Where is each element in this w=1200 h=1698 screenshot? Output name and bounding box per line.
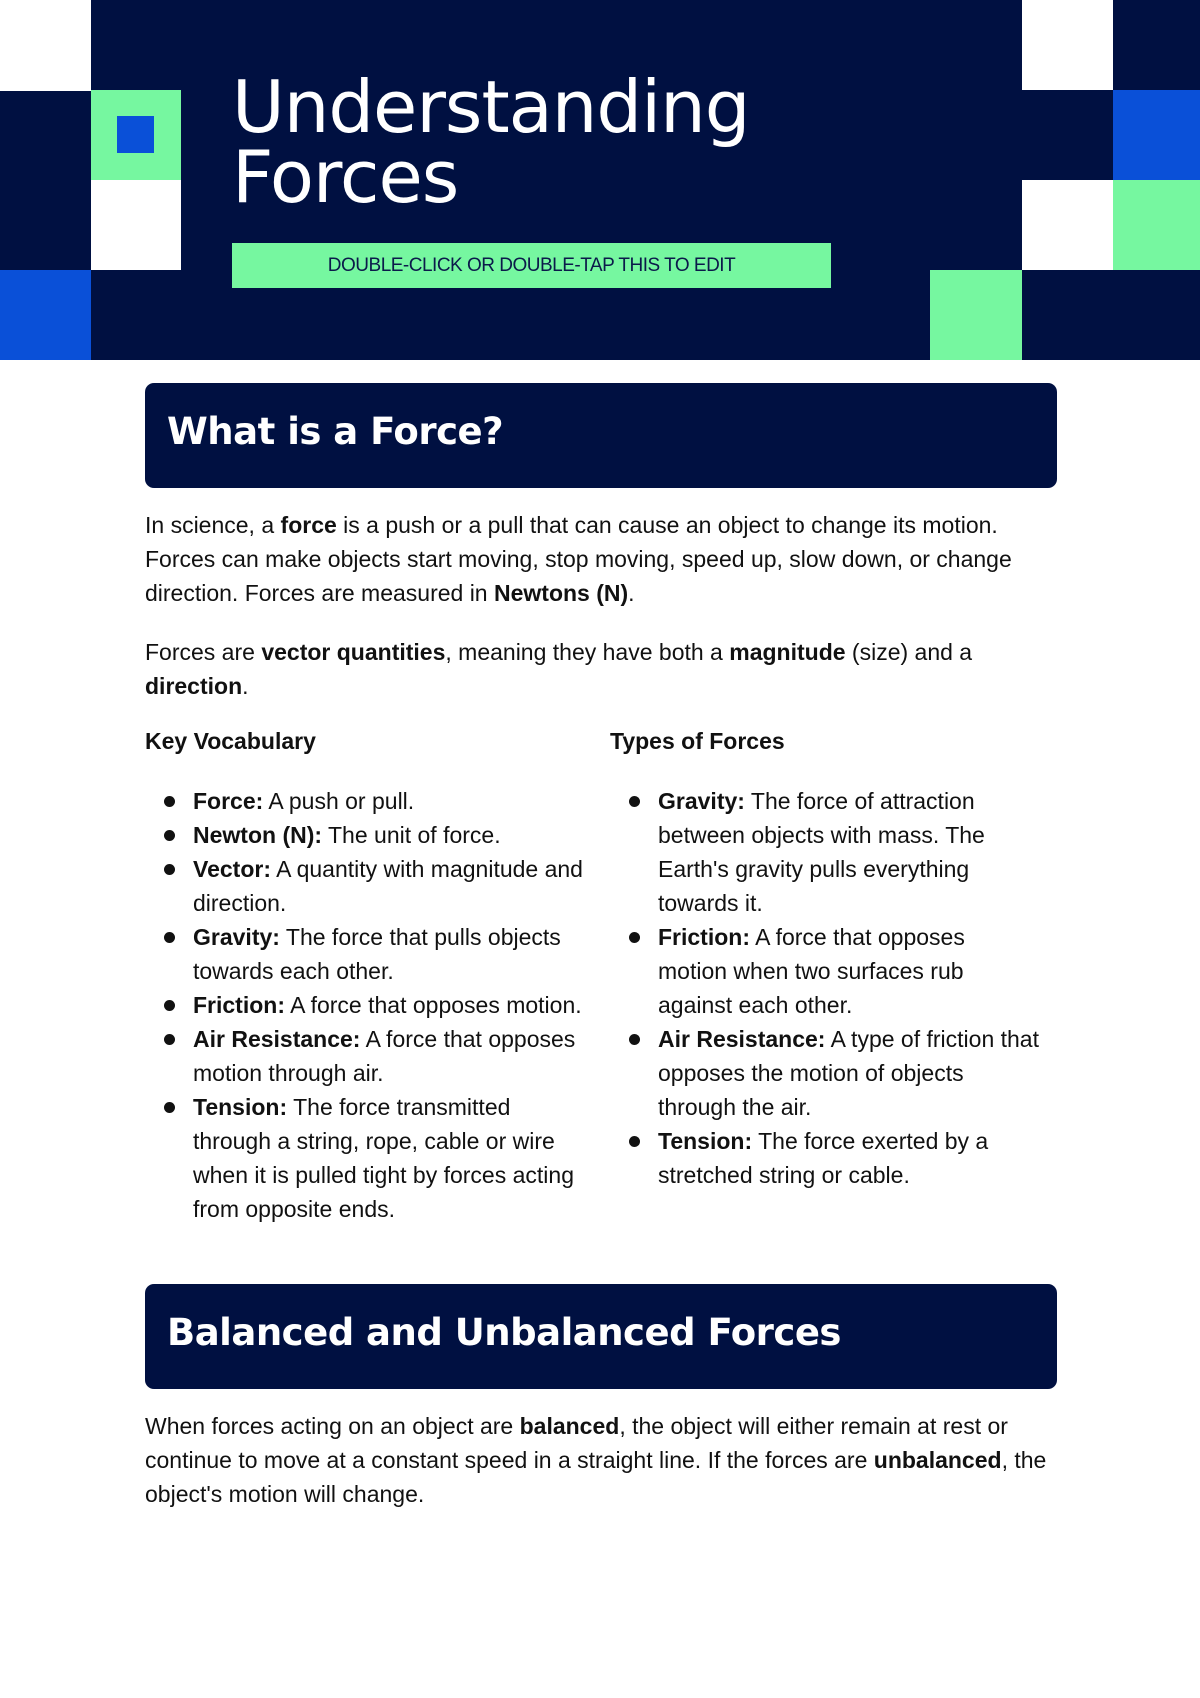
list-item <box>145 1090 585 1226</box>
bold-term: force <box>280 512 337 538</box>
decor-square-white <box>91 180 181 270</box>
list-item <box>145 784 585 818</box>
key-vocabulary-column <box>145 724 585 1226</box>
text-run: is a push or a pull that can cause an object to change its motion. Forces can make objects start moving, stop moving, speed up, slow down, or change direction. Forces are measured in <box>145 512 1012 606</box>
decor-square-green <box>1113 180 1200 270</box>
vector-paragraph <box>145 635 1065 703</box>
list-item <box>145 852 585 920</box>
list-item-text: A push or pull. <box>263 788 415 814</box>
bullet-icon <box>629 932 640 943</box>
list-item-term: Air Resistance: <box>193 1026 361 1052</box>
bold-term: Newtons (N) <box>494 580 629 606</box>
list-item <box>145 920 585 988</box>
bullet-icon <box>164 1034 175 1045</box>
bullet-icon <box>629 1034 640 1045</box>
decor-square-blue <box>0 270 91 360</box>
list-item-term: Gravity: <box>193 924 280 950</box>
balanced-paragraph <box>145 1409 1065 1511</box>
page-title <box>232 65 750 219</box>
column-heading: Types of Forces <box>610 728 785 754</box>
list-item-text: A force that opposes motion. <box>285 992 582 1018</box>
text-run: , meaning they have both a <box>445 639 730 665</box>
title-line-2: Forces <box>232 135 459 219</box>
list-item-term: Vector: <box>193 856 271 882</box>
list-item-term: Friction: <box>193 992 285 1018</box>
types-list <box>610 784 1040 1192</box>
decor-square-green <box>930 270 1022 360</box>
vocabulary-list <box>145 784 585 1226</box>
decor-square-white <box>0 0 91 91</box>
edit-prompt-bar[interactable] <box>232 243 831 288</box>
list-item-term: Force: <box>193 788 264 814</box>
title-line-1: Understanding <box>232 65 750 149</box>
decor-square-blue <box>117 116 154 153</box>
section-heading: What is a Force? <box>167 410 504 453</box>
bold-term: direction <box>145 673 243 699</box>
section-heading: Balanced and Unbalanced Forces <box>167 1311 841 1354</box>
intro-paragraph <box>145 508 1065 610</box>
text-run: (size) and a <box>845 639 973 665</box>
list-item <box>145 1022 585 1090</box>
text-run: When forces acting on an object are <box>145 1413 520 1439</box>
bold-term: unbalanced <box>873 1447 1002 1473</box>
bullet-icon <box>629 1136 640 1147</box>
list-item <box>145 988 585 1022</box>
list-item-term: Air Resistance: <box>658 1026 826 1052</box>
text-run: , the object will either remain at rest or continue to move at a constant speed in a straight line. If the forces are <box>145 1413 1008 1473</box>
list-item <box>610 784 1040 920</box>
text-run: , the object's motion will change. <box>145 1447 1047 1507</box>
list-item-term: Tension: <box>658 1128 753 1154</box>
bullet-icon <box>164 796 175 807</box>
text-run: In science, a <box>145 512 281 538</box>
bullet-icon <box>164 864 175 875</box>
bullet-icon <box>164 1102 175 1113</box>
edit-prompt-text: DOUBLE-CLICK OR DOUBLE-TAP THIS TO EDIT <box>327 254 736 276</box>
list-item <box>145 818 585 852</box>
list-item-term: Friction: <box>658 924 750 950</box>
list-item-text: A quantity with magnitude and direction. <box>193 856 583 916</box>
list-item <box>610 920 1040 1022</box>
list-item-term: Newton (N): <box>193 822 323 848</box>
list-item-text: The force of attraction between objects with mass. The Earth's gravity pulls everything towards it. <box>658 788 985 916</box>
bold-term: vector quantities <box>261 639 446 665</box>
list-item-text: A type of friction that opposes the motion of objects through the air. <box>658 1026 1039 1120</box>
text-run: . <box>628 580 635 606</box>
bullet-icon <box>164 932 175 943</box>
list-item-term: Tension: <box>193 1094 288 1120</box>
text-run: Forces are <box>145 639 262 665</box>
list-item-text: The force that pulls objects towards each other. <box>193 924 561 984</box>
decor-square-white <box>1022 180 1113 270</box>
section-heading-banner <box>145 383 1057 488</box>
list-item <box>610 1124 1040 1192</box>
bold-term: magnitude <box>729 639 846 665</box>
bullet-icon <box>164 1000 175 1011</box>
section-heading-banner <box>145 1284 1057 1389</box>
decor-square-white <box>1022 0 1113 90</box>
list-item-term: Gravity: <box>658 788 745 814</box>
column-heading: Key Vocabulary <box>145 728 316 754</box>
list-item-text: The unit of force. <box>322 822 501 848</box>
text-run: . <box>242 673 249 699</box>
bullet-icon <box>164 830 175 841</box>
list-item-text: The force transmitted through a string, rope, cable or wire when it is pulled tight by forces acting from opposite ends. <box>193 1094 574 1222</box>
bullet-icon <box>629 796 640 807</box>
header-banner <box>0 0 1200 360</box>
list-item-text: The force exerted by a stretched string or cable. <box>658 1128 989 1188</box>
types-of-forces-column <box>610 724 1040 1192</box>
list-item <box>610 1022 1040 1124</box>
list-item-text: A force that opposes motion through air. <box>193 1026 576 1086</box>
bold-term: balanced <box>519 1413 620 1439</box>
decor-square-blue <box>1113 90 1200 180</box>
list-item-text: A force that opposes motion when two surfaces rub against each other. <box>658 924 965 1018</box>
